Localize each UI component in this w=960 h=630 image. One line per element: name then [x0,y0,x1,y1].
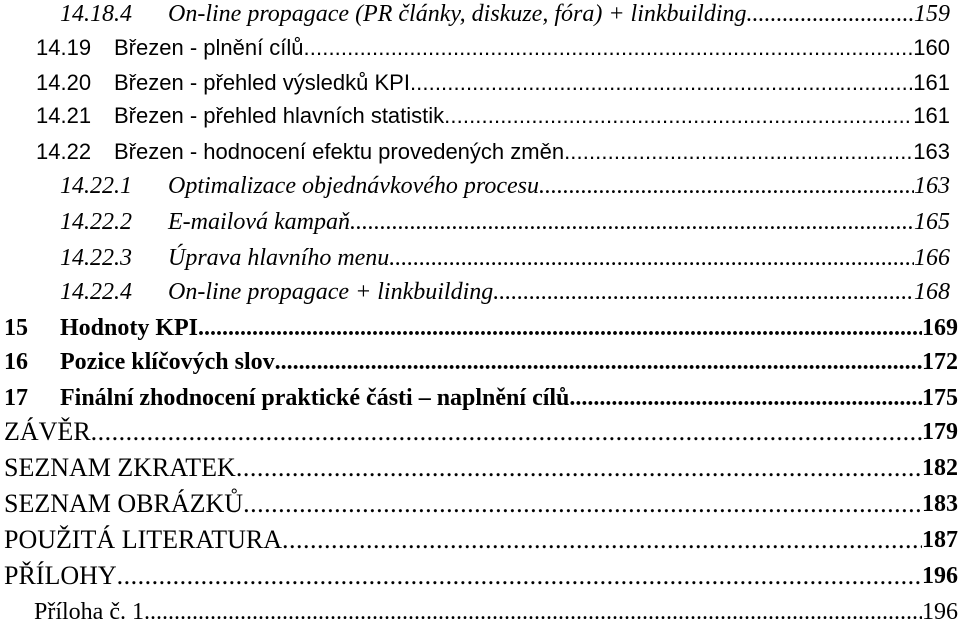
dot-leader [243,489,922,519]
dot-leader [275,349,922,376]
toc-entry-title: On-line propagace + linkbuilding [168,278,494,305]
toc-entry[interactable] [0,380,960,416]
toc-entry-number: 14.19 [36,35,92,60]
toc-entry[interactable] [0,30,960,66]
toc-entry-title: Úprava hlavního menu [168,244,390,271]
toc-entry-number: 17 [4,384,28,411]
toc-entry-page-number: 161 [913,103,950,128]
toc-entry-title: Pozice klíčových slov [60,348,275,375]
toc-entry[interactable] [0,204,960,240]
toc-entry[interactable] [0,240,960,276]
toc-entry[interactable] [0,0,960,32]
toc-entry-title: SEZNAM ZKRATEK [4,453,236,482]
toc-entry-title: Březen - přehled výsledků KPI [114,70,410,95]
dot-leader [389,245,914,272]
toc-entry-page-number: 196 [922,562,958,589]
toc-entry-title: Březen - přehled hlavních statistik [114,103,445,128]
toc-entry-page-number: 163 [913,139,950,164]
toc-entry-page-number: 159 [914,0,950,27]
dot-leader [747,1,914,28]
toc-entry-title: SEZNAM OBRÁZKŮ [4,489,244,518]
toc-entry[interactable] [0,310,960,346]
toc-entry[interactable] [0,168,960,204]
toc-entry-title: On-line propagace (PR články, diskuze, fóra) + linkbuilding [168,0,747,27]
toc-entry[interactable] [0,344,960,380]
toc-entry-title: Hodnoty KPI [60,314,199,341]
toc-entry-page-number: 163 [914,172,950,199]
toc-entry[interactable] [0,594,960,630]
toc-entry-title: Příloha č. 1 [34,598,144,625]
toc-entry[interactable] [0,450,960,486]
dot-leader [282,525,922,555]
toc-entry[interactable] [0,522,960,558]
dot-leader [117,561,922,591]
toc-entry-page-number: 168 [914,278,950,305]
dot-leader [198,315,922,342]
toc-entry[interactable] [0,274,960,310]
dot-leader [304,35,914,61]
toc-entry[interactable] [0,558,960,594]
toc-entry-title: Optimalizace objednávkového procesu [168,172,540,199]
dot-leader [144,599,922,626]
toc-entry-title: ZÁVĚR [4,417,91,446]
toc-entry-title: PŘÍLOHY [4,561,117,590]
dot-leader [539,173,914,200]
dot-leader [564,139,913,165]
toc-entry-title: POUŽITÁ LITERATURA [4,525,283,554]
toc-entry-title: Finální zhodnocení praktické části – naplnění cílů [60,384,570,411]
toc-entry-page-number: 183 [922,490,958,517]
toc-entry-number: 15 [4,314,28,341]
toc-entry-number: 16 [4,348,28,375]
toc-entry-title: Březen - hodnocení efektu provedených změn [114,139,565,164]
toc-entry-title: E-mailová kampaň [168,208,350,235]
toc-entry-number: 14.22.2 [60,208,132,235]
toc-entry-number: 14.22 [36,139,92,164]
dot-leader [444,103,913,129]
toc-entry-number: 14.20 [36,70,92,95]
toc-entry[interactable] [0,486,960,522]
toc-entry-page-number: 160 [913,35,950,60]
toc-entry-number: 14.22.4 [60,278,132,305]
toc-entry[interactable] [0,134,960,170]
toc-entry-page-number: 169 [922,314,958,341]
dot-leader [350,209,914,236]
toc-entry-title: Březen - plnění cílů [114,35,304,60]
dot-leader [410,70,913,96]
toc-entry-page-number: 175 [922,384,958,411]
dot-leader [569,385,922,412]
toc-entry-number: 14.21 [36,103,92,128]
toc-entry-page-number: 187 [922,526,958,553]
toc-entry-page-number: 161 [913,70,950,95]
toc-entry-page-number: 196 [922,598,958,625]
toc-entry-number: 14.18.4 [60,0,132,27]
toc-entry-page-number: 182 [922,454,958,481]
toc-entry[interactable] [0,414,960,450]
toc-entry-number: 14.22.1 [60,172,132,199]
dot-leader [493,279,914,306]
dot-leader [91,417,922,447]
toc-entry-number: 14.22.3 [60,244,132,271]
toc-entry[interactable] [0,98,960,134]
toc-entry-page-number: 166 [914,244,950,271]
dot-leader [236,453,922,483]
toc-entry-page-number: 165 [914,208,950,235]
toc-entry-page-number: 179 [922,418,958,445]
toc-entry[interactable] [0,65,960,101]
toc-entry-page-number: 172 [922,348,958,375]
